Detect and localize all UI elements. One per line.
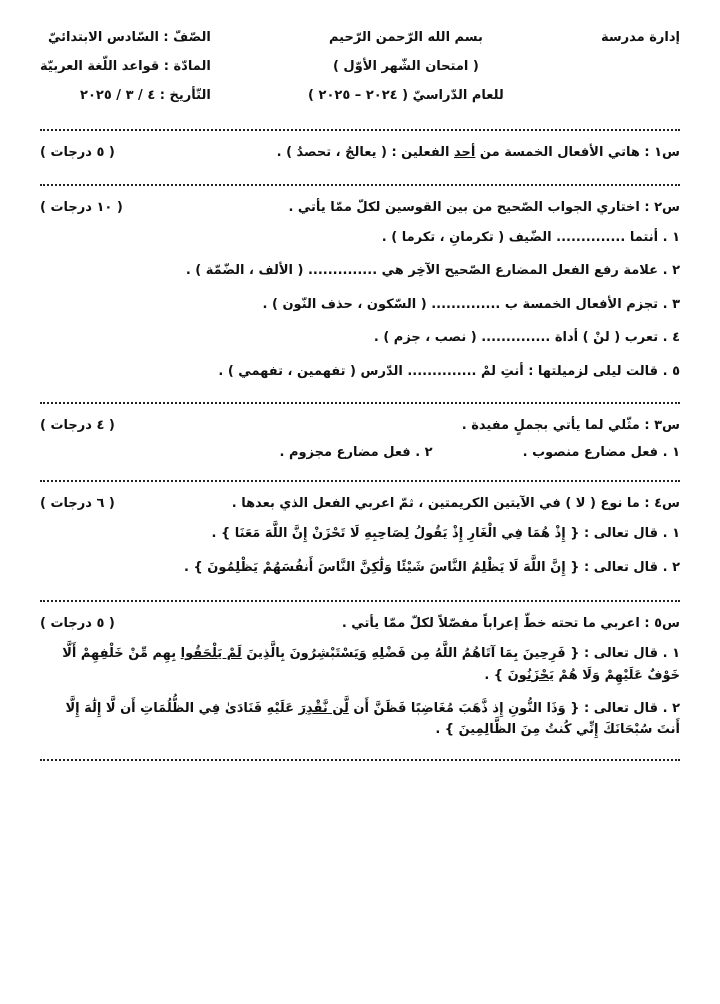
question-5-text: س٥ : اعربي ما تحته خطّ إعراباً مفصّلاً لكلّ ممّا يأتي . — [341, 616, 680, 632]
date-label: التّأريخ : ٤ / ٣ / ٢٠٢٥ — [80, 88, 211, 103]
header-center — [308, 30, 504, 103]
grade-label: الصّفّ : السّادس الابتدائيّ — [48, 30, 211, 45]
question-3-item: ٢ . فعل مضارع مجزوم . — [279, 445, 433, 461]
exam-page — [40, 30, 680, 775]
basmala: بسم الله الرّحمن الرّحيم — [328, 30, 483, 45]
divider — [40, 402, 680, 404]
divider — [40, 600, 680, 602]
question-3 — [40, 418, 680, 433]
question-2-item: ٢ . علامة رفع الفعل المضارع الصّحيح الآخِر هي .............. ( الألف ، الضّمّة ) . — [185, 263, 680, 279]
divider — [40, 129, 680, 131]
question-1 — [40, 145, 680, 160]
question-2-item: ٤ . تعرب ( لنْ ) أداة .............. ( نصب ، جزم ) . — [373, 330, 680, 346]
question-5-item-2: ٢ . قال تعالى : { وَذَا النُّونِ إِذ ذَّهَبَ مُغَاضِبًا فَظَنَّ أَن لَّن نَّقْدِرَ عَلَيْهِ فَنَادَىٰ فِي الظُّلُمَاتِ أَن لَّا إِلَٰهَ إِلَّا أَنتَ سُبْحَانَكَ إِنِّي كُنتُ مِنَ الظَّالِمِينَ } . — [65, 700, 680, 738]
header-left — [40, 30, 211, 103]
question-4-item: ١ . قال تعالى : { إِذْ هُمَا فِي الْغَارِ إِذْ يَقُولُ لِصَاحِبِهِ لَا تَحْزَنْ إِنَّ اللَّهَ مَعَنَا } . — [211, 526, 680, 542]
school-label: إدارة مدرسة — [601, 30, 680, 45]
subject-label: المادّة : قواعد اللّغة العربيّة — [40, 59, 211, 74]
question-3-mark: ( ٤ درجات ) — [40, 418, 115, 434]
academic-year: للعام الدّراسيّ ( ٢٠٢٤ – ٢٠٢٥ ) — [308, 88, 504, 103]
question-3-item: ١ . فعل مضارع منصوب . — [522, 445, 680, 461]
divider — [40, 184, 680, 186]
question-5-item-1: ١ . قال تعالى : { فَرِحِينَ بِمَا آتَاهُمُ اللَّهُ مِن فَضْلِهِ وَيَسْتَبْشِرُونَ بِالَّذِينَ لَمْ يَلْحَقُوا بِهِم مِّنْ خَلْفِهِمْ أَلَّا خَوْفٌ عَلَيْهِمْ وَلَا هُمْ يَحْزَنُونَ } . — [62, 646, 680, 683]
question-2-mark: ( ١٠ درجات ) — [40, 200, 123, 215]
question-3-items — [40, 445, 680, 460]
question-2-item: ٣ . تجزم الأفعال الخمسة ب .............. ( السّكون ، حذف النّون ) . — [262, 296, 680, 312]
question-2-item: ١ . أنتما .............. الضّيف ( تكرمانِ ، تكرما ) . — [381, 230, 680, 245]
exam-title: ( امتحان الشّهر الأوّل ) — [332, 59, 479, 74]
question-4-item: ٢ . قال تعالى : { إِنَّ اللَّهَ لَا يَظْلِمُ النَّاسَ شَيْئًا وَلَٰكِنَّ النَّاسَ أَنفُسَهُمْ يَظْلِمُونَ } . — [183, 559, 680, 575]
question-2-text: س٢ : اختاري الجواب الصّحيح من بين القوسين لكلّ ممّا يأتي . — [288, 200, 680, 215]
divider — [40, 759, 680, 761]
question-2 — [40, 200, 680, 215]
question-3-text: س٣ : مثّلي لما يأتي بجملٍ مفيدة . — [461, 418, 680, 434]
question-4-text: س٤ : ما نوع ( لا ) في الآيتين الكريمتين ، ثمّ اعربي الفعل الذي بعدها . — [231, 496, 680, 512]
question-1-mark: ( ٥ درجات ) — [40, 145, 115, 160]
question-2-item: ٥ . قالت ليلى لزميلتها : أنتِ لمْ .............. الدّرس ( تفهمين ، تفهمي ) . — [218, 363, 680, 379]
exam-header — [40, 30, 680, 103]
question-4 — [40, 496, 680, 511]
header-right — [601, 30, 680, 103]
question-4-mark: ( ٦ درجات ) — [40, 496, 115, 512]
question-5 — [40, 616, 680, 631]
divider — [40, 480, 680, 482]
question-5-mark: ( ٥ درجات ) — [40, 616, 115, 632]
question-1-text: س١ : هاتي الأفعال الخمسة من أحد الفعلين : ( يعالجُ ، تحصدُ ) . — [276, 145, 680, 160]
